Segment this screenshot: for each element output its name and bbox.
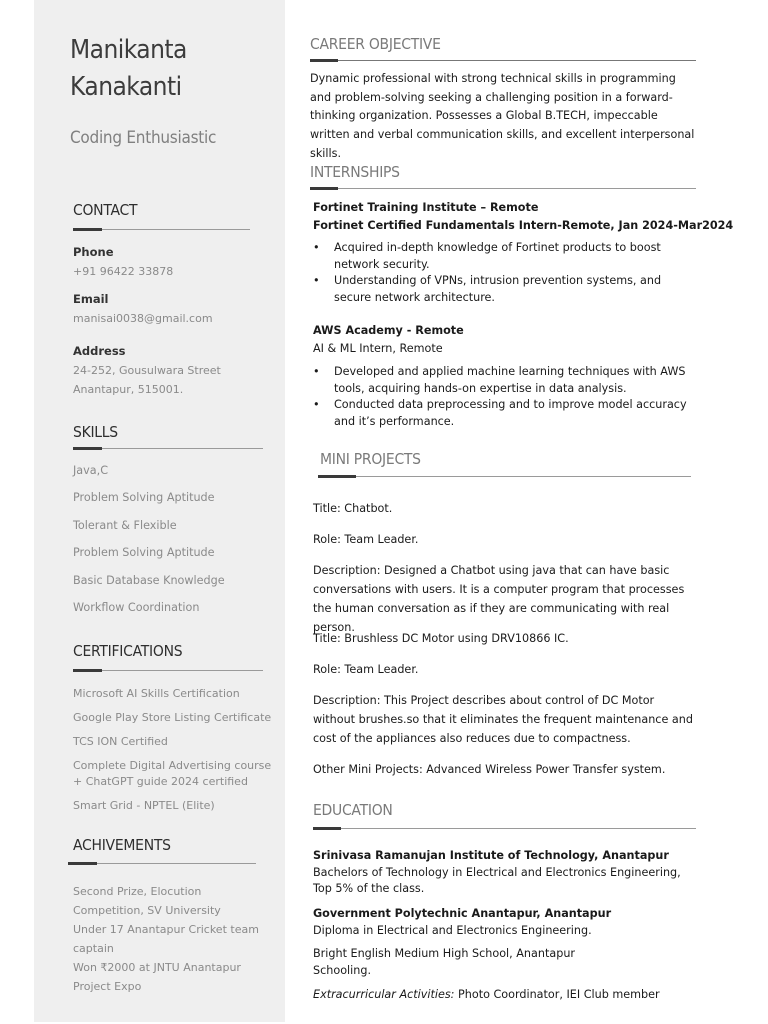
address-label: Address bbox=[73, 344, 126, 358]
last-name: Kanakanti bbox=[70, 72, 182, 102]
internship-bullets bbox=[313, 364, 698, 430]
skills-heading: SKILLS bbox=[73, 423, 118, 441]
achievements-divider bbox=[68, 863, 256, 864]
career-objective-divider bbox=[310, 60, 696, 61]
internship-bullet: • Acquired in-depth knowledge of Fortinet products to boost network security. bbox=[313, 241, 661, 271]
school-name: Bright English Medium High School, Anantapur bbox=[313, 947, 576, 960]
school-name: Srinivasa Ramanujan Institute of Technology, Anantapur bbox=[313, 849, 669, 862]
achievement-item: Won ₹2000 at JNTU Anantapur Project Expo bbox=[73, 961, 241, 993]
extracurricular-label: Extracurricular Activities: bbox=[313, 988, 455, 1001]
certifications-divider bbox=[73, 670, 263, 671]
internship-bullet: • Developed and applied machine learning techniques with AWS tools, acquiring hands-on expertise in data analysis. bbox=[313, 365, 686, 395]
phone-value: +91 96422 33878 bbox=[73, 265, 174, 278]
extracurricular-line bbox=[313, 987, 660, 1004]
extracurricular-value: Photo Coordinator, IEI Club member bbox=[454, 988, 660, 1001]
internships-heading: INTERNSHIPS bbox=[310, 163, 400, 181]
certification-item: Complete Digital Advertising course + ChatGPT guide 2024 certified bbox=[73, 759, 272, 788]
mini-projects-divider bbox=[318, 476, 691, 477]
skill-item: Tolerant & Flexible bbox=[73, 518, 177, 532]
project-title: Title: Chatbot. bbox=[313, 502, 393, 515]
address-line-1: 24-252, Gousulwara Street bbox=[73, 364, 221, 377]
tagline: Coding Enthusiastic bbox=[70, 128, 217, 148]
email-label: Email bbox=[73, 292, 109, 306]
career-objective-text: Dynamic professional with strong technical skills in programming and problem-solving seeking a challenging position in a forward-thinking organization. Possesses a Global B.TECH, impeccable written and verbal communication skills, and excellent interpersonal skills. bbox=[310, 72, 695, 160]
bullet-icon: • bbox=[313, 274, 320, 287]
certification-item: Smart Grid - NPTEL (Elite) bbox=[73, 799, 215, 812]
skills-divider bbox=[73, 448, 263, 449]
internship-org: AWS Academy - Remote bbox=[313, 324, 464, 337]
project-description: Description: Designed a Chatbot using java that can have basic conversations with users. It is a computer program that processes the human conversation as if they are communicating with real person. bbox=[313, 564, 685, 634]
contact-divider bbox=[73, 229, 250, 230]
internship-org: Fortinet Training Institute – Remote bbox=[313, 201, 539, 214]
internship-entry bbox=[313, 199, 734, 306]
candidate-name bbox=[70, 32, 259, 106]
project-description: Description: This Project describes about control of DC Motor without brushes.so that it eliminates the frequent maintenance and cost of the appliances also reduces due to compactness. bbox=[313, 694, 693, 745]
internship-role: AI & ML Intern, Remote bbox=[313, 342, 443, 355]
internship-entry bbox=[313, 322, 698, 430]
education-entry bbox=[313, 946, 575, 979]
certifications-heading: CERTIFICATIONS bbox=[73, 642, 183, 660]
achievement-item: Under 17 Anantapur Cricket team captain bbox=[73, 923, 259, 955]
degree-line: Schooling. bbox=[313, 963, 371, 977]
skill-item: Problem Solving Aptitude bbox=[73, 546, 215, 560]
certification-item: Microsoft AI Skills Certification bbox=[73, 687, 240, 700]
certifications-list bbox=[73, 686, 273, 822]
project-role: Role: Team Leader. bbox=[313, 533, 419, 546]
skill-item: Java,C bbox=[73, 464, 108, 477]
email-value: manisai0038@gmail.com bbox=[73, 312, 213, 325]
internship-role: Fortinet Certified Fundamentals Intern-Remote, Jan 2024-Mar2024 bbox=[313, 219, 734, 232]
achievements-list bbox=[73, 882, 273, 996]
skills-list bbox=[73, 463, 225, 627]
school-name: Government Polytechnic Anantapur, Anantapur bbox=[313, 907, 612, 920]
internship-bullet: • Conducted data preprocessing and to improve model accuracy and it’s performance. bbox=[313, 398, 687, 428]
education-heading: EDUCATION bbox=[313, 801, 393, 819]
internship-bullets bbox=[313, 240, 698, 306]
sidebar bbox=[34, 0, 285, 1022]
certification-item: Google Play Store Listing Certificate bbox=[73, 711, 272, 724]
degree-line: Diploma in Electrical and Electronics Engineering. bbox=[313, 923, 592, 937]
project-title: Title: Brushless DC Motor using DRV10866 IC. bbox=[313, 632, 569, 645]
internships-divider bbox=[310, 188, 696, 189]
achievements-heading: ACHIVEMENTS bbox=[73, 836, 171, 854]
skill-item: Problem Solving Aptitude bbox=[73, 491, 215, 505]
phone-label: Phone bbox=[73, 245, 114, 259]
bullet-icon: • bbox=[313, 365, 320, 378]
achievement-item: Second Prize, Elocution Competition, SV University bbox=[73, 885, 221, 917]
certification-item: TCS ION Certified bbox=[73, 735, 168, 748]
education-entry bbox=[313, 906, 611, 939]
project-role: Role: Team Leader. bbox=[313, 663, 419, 676]
mini-projects-heading: MINI PROJECTS bbox=[320, 450, 421, 468]
skill-item: Workflow Coordination bbox=[73, 600, 200, 614]
first-name: Manikanta bbox=[70, 35, 187, 65]
address-line-2: Anantapur, 515001. bbox=[73, 383, 184, 396]
contact-heading: CONTACT bbox=[73, 201, 138, 219]
bullet-icon: • bbox=[313, 398, 320, 411]
degree-detail: Top 5% of the class. bbox=[313, 882, 425, 895]
other-projects: Other Mini Projects: Advanced Wireless Power Transfer system. bbox=[313, 763, 666, 776]
degree-line: Bachelors of Technology in Electrical and Electronics Engineering, bbox=[313, 865, 681, 879]
bullet-icon: • bbox=[313, 241, 320, 254]
internship-bullet: • Understanding of VPNs, intrusion prevention systems, and secure network architecture. bbox=[313, 274, 662, 304]
education-divider bbox=[313, 828, 696, 829]
career-objective-heading: CAREER OBJECTIVE bbox=[310, 35, 441, 53]
education-entry bbox=[313, 848, 681, 898]
skill-item: Basic Database Knowledge bbox=[73, 573, 225, 587]
